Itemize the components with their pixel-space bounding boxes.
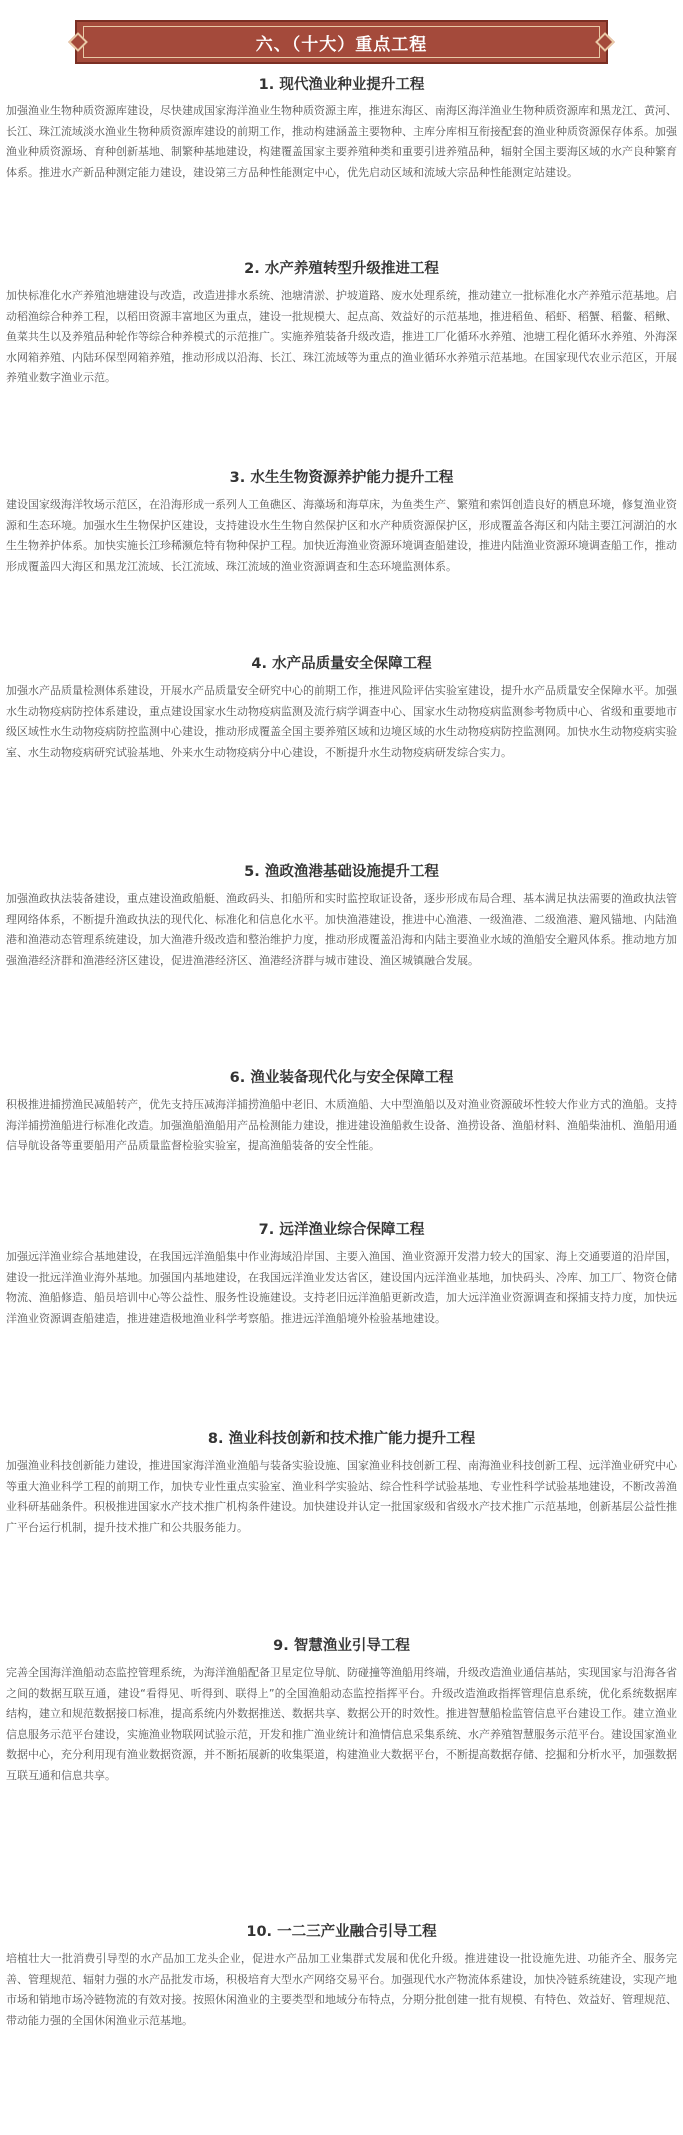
section-body-9: 完善全国海洋渔船动态监控管理系统，为海洋渔船配备卫星定位导航、防碰撞等渔船用终端，升级改造渔业通信基站，实现国家与沿海各省之间的数据互联互通，建设“看得见、听得到、联得上”的全国渔船动态监控指挥平台。升级改造渔政指挥管理信息系统，优化系统数据库结构，建立和规范数据接口标准，提高系统内外数据推送、数据共享、数据公开的时效性。推进智慧船检监管信息平台建设工作。建立渔业信息服务示范平台建设，实施渔业物联网试验示范，开发和推广渔业统计和渔情信息采集系统、水产养殖智慧服务示范平台。建设国家渔业数据中心，充分利用现有渔业数据资源，并不断拓展新的收集渠道，构建渔业大数据平台，不断提高数据存储、挖掘和分析水平，加强数据互联互通和信息共享。	[6, 1666, 677, 1782]
section-body-2: 加快标准化水产养殖池塘建设与改造，改造进排水系统、池塘清淤、护坡道路、废水处理系统，推动建立一批标准化水产养殖示范基地。启动稻渔综合种养工程，以稻田资源丰富地区为重点，建设一批规模大、起点高、效益好的示范基地，推进稻鱼、稻虾、稻蟹、稻鳖、稻鳅、鱼菜共生以及养殖品种轮作等综合种养模式的示范推广。实施养殖装备升级改造，推进工厂化循环水养殖、池塘工程化循环水养殖、外海深水网箱养殖、内陆环保型网箱养殖，推动形成以沿海、长江、珠江流域等为重点的渔业循环水养殖示范基地。在国家现代农业示范区，开展养殖业数字渔业示范。	[6, 289, 677, 384]
section-body-8: 加强渔业科技创新能力建设，推进国家海洋渔业渔船与装备实验设施、国家渔业科技创新工程、南海渔业科技创新工程、远洋渔业研究中心等重大渔业科学工程的前期工作，加快专业性重点实验室、渔业科学实验站、综合性科学试验基地、专业性科学试验基地建设，不断改善渔业科研基础条件。积极推进国家水产技术推广机构条件建设。加快建设并认定一批国家级和省级水产技术推广示范基地，创新基层公益性推广平台运行机制，提升技术推广和公共服务能力。	[6, 1459, 677, 1534]
section-title-4: 4. 水产品质量安全保障工程	[251, 656, 432, 672]
section-body-3: 建设国家级海洋牧场示范区，在沿海形成一系列人工鱼礁区、海藻场和海草床，为鱼类生产、繁殖和索饵创造良好的栖息环境，修复渔业资源和生态环境。加强水生生物保护区建设，支持建设水生生物自然保护区和水产种质资源保护区，形成覆盖各海区和内陆主要江河湖泊的水生生物养护体系。加快实施长江珍稀濒危特有物种保护工程。加快近海渔业资源环境调查船建设，推进内陆渔业资源环境调查船工作，推动形成覆盖四大海区和黑龙江流域、长江流域、珠江流域的渔业资源调查和生态环境监测体系。	[6, 498, 677, 573]
section-title-8: 8. 渔业科技创新和技术推广能力提升工程	[207, 1431, 476, 1447]
section-title-1: 1. 现代渔业种业提升工程	[258, 77, 425, 93]
section-body-7: 加强远洋渔业综合基地建设，在我国远洋渔船集中作业海域沿岸国、主要入渔国、渔业资源开发潜力较大的国家、海上交通要道的沿岸国，建设一批远洋渔业海外基地。加强国内基地建设，在我国远洋渔业发达省区，建设国内远洋渔业基地，加快码头、冷库、加工厂、物资仓储物流、渔船修造、船员培训中心等公益性、服务性设施建设。支持老旧远洋渔船更新改造，加大远洋渔业资源调查和探捕支持力度，加快远洋渔业资源调查船建造，推进建造极地渔业科学考察船。推进远洋渔船境外检验基地建设。	[6, 1250, 677, 1325]
section-title-2: 2. 水产养殖转型升级推进工程	[244, 261, 439, 277]
section-title-10: 10. 一二三产业融合引导工程	[246, 1924, 437, 1940]
section-title-5: 5. 渔政渔港基础设施提升工程	[244, 864, 439, 880]
section-body-10: 培植壮大一批消费引导型的水产品加工龙头企业，促进水产品加工业集群式发展和优化升级。推进建设一批设施先进、功能齐全、服务完善、管理规范、辐射力强的水产品批发市场，积极培育大型水产网络交易平台。加强现代水产物流体系建设，加快冷链系统建设，实现产地市场和销地市场冷链物流的有效对接。按照休闲渔业的主要类型和地域分布特点，分期分批创建一批有规模、有特色、效益好、管理规范、带动能力强的全国休闲渔业示范基地。	[6, 1952, 677, 2027]
section-body-4: 加强水产品质量检测体系建设，开展水产品质量安全研究中心的前期工作，推进风险评估实验室建设，提升水产品质量安全保障水平。加强水生动物疫病防控体系建设，重点建设国家水生动物疫病监测及流行病学调查中心、国家水生动物疫病监测参考物质中心、省级和重要地市级区域性水生动物疫病防控监测中心建设，推动形成覆盖全国主要养殖区域和边境区域的水生动物疫病防控监测网。加快水生动物疫病实验室、水生动物疫病研究试验基地、外来水生动物疫病分中心建设，不断提升水生动物疫病研发综合实力。	[6, 684, 677, 759]
section-title-9: 9. 智慧渔业引导工程	[273, 1638, 410, 1654]
section-title-6: 6. 渔业装备现代化与安全保障工程	[229, 1070, 454, 1086]
section-banner	[75, 20, 608, 64]
section-title-3: 3. 水生生物资源养护能力提升工程	[229, 470, 454, 486]
section-body-6: 积极推进捕捞渔民减船转产，优先支持压减海洋捕捞渔船中老旧、木质渔船、大中型渔船以及对渔业资源破坏性较大作业方式的渔船。支持海洋捕捞渔船进行标准化改造。加强渔船渔船用产品检测能力建设，推进建设渔船救生设备、渔捞设备、渔船材料、渔船柴油机、渔船用通信导航设备等重要船用产品质量监督检验实验室，提高渔船装备的安全性能。	[6, 1098, 677, 1152]
section-title-7: 7. 远洋渔业综合保障工程	[258, 1222, 425, 1238]
section-body-5: 加强渔政执法装备建设，重点建设渔政船艇、渔政码头、扣船所和实时监控取证设备，逐步形成布局合理、基本满足执法需要的渔政执法管理网络体系，不断提升渔政执法的现代化、标准化和信息化水平。加快渔港建设，推进中心渔港、一级渔港、二级渔港、避风锚地、内陆渔港和渔港动态管理系统建设，加大渔港升级改造和整治维护力度，推动形成覆盖沿海和内陆主要渔业水域的渔船安全避风体系。推动地方加强渔港经济群和渔港经济区建设，促进渔港经济区、渔港经济群与城市建设、渔区城镇融合发展。	[6, 892, 677, 967]
banner-title: 六、（十大）重点工程	[255, 34, 428, 55]
section-body-1: 加强渔业生物种质资源库建设，尽快建成国家海洋渔业生物种质资源主库，推进东海区、南海区海洋渔业生物种质资源库和黑龙江、黄河、长江、珠江流域淡水渔业生物种质资源库建设的前期工作，推动构建涵盖主要物种、主库分库相互衔接配套的渔业种质资源保存体系。加强渔业种质资源场、育种创新基地、制繁种基地建设，构建覆盖国家主要养殖种类和重要引进养殖品种，辐射全国主要海区域的水产良种繁育体系。推进水产新品种测定能力建设，建设第三方品种性能测定中心，优先启动区域和流域大宗品种性能测定站建设。	[6, 104, 677, 179]
